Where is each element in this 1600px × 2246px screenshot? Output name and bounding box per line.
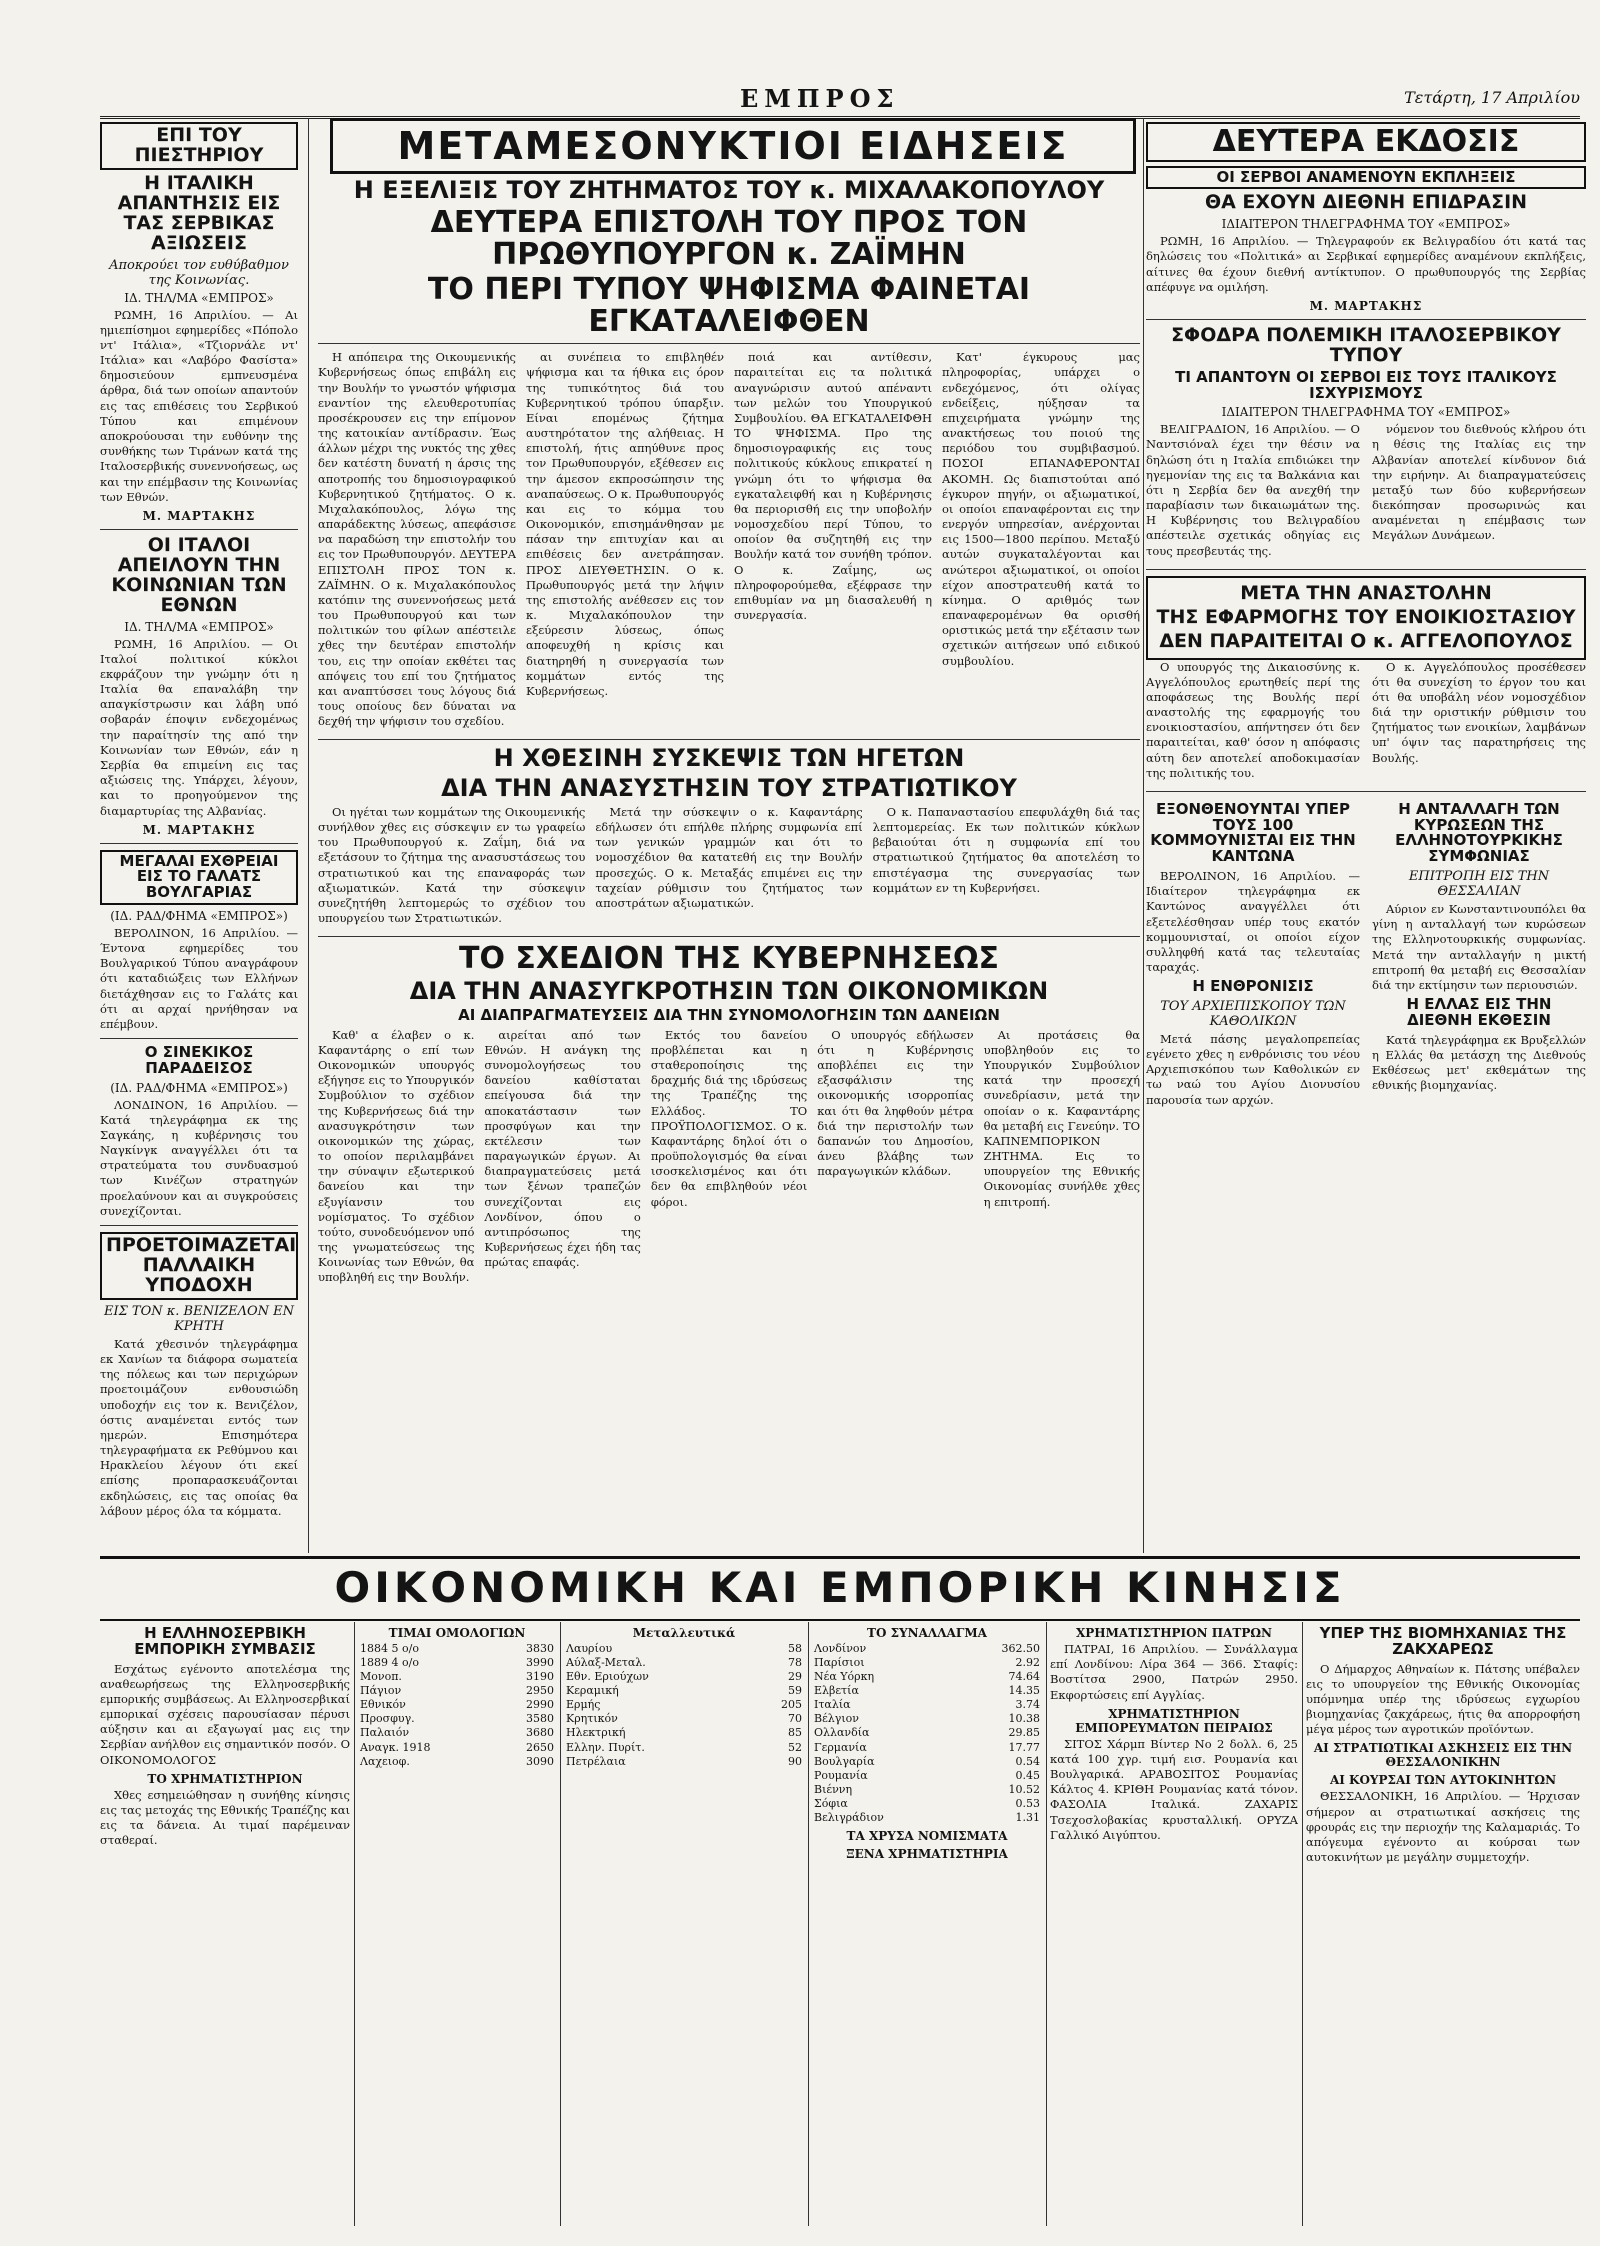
row-label: Βουλγαρία <box>814 1754 875 1768</box>
article-title: Η ΙΤΑΛΙΚΗ ΑΠΑΝΤΗΣΙΣ ΕΙΣ ΤΑΣ ΣΕΡΒΙΚΑΣ ΑΞΙΩΣΕΙΣ <box>117 171 281 254</box>
separator <box>318 739 1140 740</box>
row-value: 3.74 <box>1015 1698 1040 1712</box>
row-label: Βελιγράδιον <box>814 1810 884 1824</box>
table-title: Μεταλλευτικά <box>632 1626 736 1640</box>
article-signature: Μ. ΜΑΡΤΑΚΗΣ <box>142 822 256 837</box>
article-signature: Μ. ΜΑΡΤΑΚΗΣ <box>142 508 256 523</box>
row-value: 29 <box>788 1670 802 1684</box>
article-title: Ο ΣΙΝΕΚΙΚΟΣ ΠΑΡΑΔΕΙΣΟΣ <box>144 1043 254 1077</box>
row-label: Αναγκ. 1918 <box>360 1740 431 1754</box>
column-rule <box>560 1622 561 2226</box>
table-row <box>812 1769 1042 1783</box>
row-value: 362.50 <box>1001 1642 1040 1655</box>
article-columns <box>1146 422 1586 563</box>
row-value: 2990 <box>526 1698 554 1712</box>
article-dateline: (ΙΔ. ΡΑΔ/ΦΗΜΑ «ΕΜΠΡΟΣ») <box>110 908 288 923</box>
row-label: Ηλεκτρική <box>566 1726 626 1740</box>
article-body: ΛΟΝΔΙΝΟΝ, 16 Απριλίου. — Κατά τηλεγράφημα εκ της Σαγκάης, η κυβέρνησις του Ναγκίνγκ αναγγέλλει ότι τα στρατεύματα του συνδυασμού των Κινέζων στρατηγών προελαύνουν και αι συγκρούσεις συνεχίζονται. <box>100 1097 298 1218</box>
article-subtitle: ΑΙ ΣΤΡΑΤΙΩΤΙΚΑΙ ΑΣΚΗΣΕΙΣ ΕΙΣ ΤΗΝ ΘΕΣΣΑΛΟΝΙΚΗΝ <box>1313 1741 1573 1770</box>
row-value: 0.53 <box>1015 1796 1040 1810</box>
row-value: 3680 <box>526 1726 554 1740</box>
table-row <box>812 1712 1042 1726</box>
row-label: Πετρέλαια <box>566 1754 626 1768</box>
banner-headline: ΜΕΤΑΜΕΣΟΝΥΚΤΙΟΙ ΕΙΔΗΣΕΙΣ <box>330 118 1136 174</box>
rent-article-box <box>1146 576 1586 660</box>
row-value: 0.45 <box>1015 1768 1040 1782</box>
row-label: Κρητικόν <box>566 1712 618 1726</box>
left-column <box>100 118 298 1553</box>
main-subheadline: ΔΕΥΤΕΡΑ ΕΠΙΣΤΟΛΗ ΤΟΥ ΠΡΟΣ ΤΟΝ ΠΡΩΘΥΠΟΥΡΓΟΝ κ. ΖΑΪΜΗΝ <box>430 205 1028 272</box>
article-body: ΒΕΡΟΛΙΝΟΝ, 16 Απριλίου. — Ιδιαίτερον τηλεγράφημα εκ Καντώνος αναγγέλλει ότι εξετελέσθησαν υπέρ τους εκατόν κομμουνισταί, οι οποίοι είχον συλληφθή κατά τας τελευταίας ταραχάς. <box>1146 868 1360 975</box>
row-label: Παρίσιοι <box>814 1656 865 1670</box>
row-value: 90 <box>788 1754 802 1768</box>
article-subtitle: ΤΟ ΧΡΗΜΑΤΙΣΤΗΡΙΟΝ <box>147 1771 303 1786</box>
row-label: Ελβετία <box>814 1684 859 1698</box>
row-label: Βέλγιον <box>814 1712 859 1726</box>
article-columns <box>1146 798 1586 1112</box>
row-label: Κεραμική <box>566 1684 619 1698</box>
row-value: 2650 <box>526 1740 554 1754</box>
article-title: Η ΕΛΛΑΣ ΕΙΣ ΤΗΝ ΔΙΕΘΝΗ ΕΚΘΕΣΙΝ <box>1406 995 1552 1029</box>
article-column: Εκτός του δανείου προβλέπεται και η σταθεροποίησις της δραχμής διά της ιδρύσεως της Τραπέζης της Ελλάδος. ΤΟ ΠΡΟΫΠΟΛΟΓΙΣΜΟΣ. Ο κ. Καφαντάρης δηλοί ότι ο προϋπολογισμός θα είναι ισοσκελισμένος και ότι δεν θα επιβληθούν νέοι φόροι. <box>650 1027 808 1209</box>
row-value: 52 <box>788 1740 802 1754</box>
table-row <box>358 1670 556 1684</box>
article-body: Αύριον εν Κωνσταντινουπόλει θα γίνη η ανταλλαγή των κυρώσεων της Ελληνοτουρκικής συμφωνίας. Μετά την ανταλλαγήν η μικτή επιτροπή θα μεταβή εις Θεσσαλίαν διά την εκτίμησιν των περιουσιών. <box>1372 901 1586 992</box>
table-row <box>358 1755 556 1769</box>
article-title: ΕΞΟΝΘΕΝΟΥΝΤΑΙ ΥΠΕΡ ΤΟΥΣ 100 ΚΟΜΜΟΥΝΙΣΤΑΙ ΕΙΣ ΤΗΝ ΚΑΝΤΩΝΑ <box>1150 799 1356 866</box>
row-label: Παλαιόν <box>360 1726 410 1740</box>
article-title: ΔΕΝ ΠΑΡΑΙΤΕΙΤΑΙ Ο κ. ΑΓΓΕΛΟΠΟΥΛΟΣ <box>1159 629 1573 652</box>
article-title: Η ΑΝΤΑΛΛΑΓΗ ΤΩΝ ΚΥΡΩΣΕΩΝ ΤΗΣ ΕΛΛΗΝΟΤΟΥΡΚΙΚΗΣ ΣΥΜΦΩΝΙΑΣ <box>1395 799 1563 866</box>
article-column: Η απόπειρα της Οικουμενικής Κυβερνήσεως όπως επιβάλη εις την Βουλήν το γνωστόν ψήφισμα εναντίον της ελευθεροτυπίας προσέκρουσεν εις την επίμονον της κατοικίαν αντίδρασιν. Έως άλλων μέχρι της νυκτός της χθες δεν κατέστη δυνατή η άρσις της αποτροπής του δημοσιογραφικού Κυβερνητικού ζητήματος. Ο κ. Μιχαλακόπουλος, λόγω της απαράδεκτης λύσεως, απεφάσισε να παραδώση την επιστολήν του εις τον Πρωθυπουργόν. ΔΕΥΤΕΡΑ ΕΠΙΣΤΟΛΗ ΠΡΟΣ ΤΟΝ κ. ΖΑΪΜΗΝ. Ο κ. Μιχαλακόπουλος κατόπιν της συνεννοήσεως μετά του Πρωθυπουργού και των πολιτικών του φίλων απέστειλε χθες την δευτέραν επιστολήν του, εις την οποίαν εκθέτει τας απόψεις του επί του ζητήματος και αναπτύσσει τους λόγους διά τους οποίους δεν δύναται να δεχθή την ψήφισιν του σχεδίου. <box>318 350 516 729</box>
article-title: ΠΡΟΕΤΟΙΜΑΖΕΤΑΙ ΠΑΛΛΑΙΚΗ ΥΠΟΔΟΧΗ <box>100 1232 298 1300</box>
masthead-date: Τετάρτη, 17 Απριλίου <box>1404 88 1580 107</box>
row-value: 3090 <box>526 1754 554 1768</box>
separator <box>100 1038 298 1039</box>
masthead <box>100 84 1580 119</box>
article-dateline: ΙΔ. ΤΗΛ/ΜΑ «ΕΜΠΡΟΣ» <box>124 619 274 634</box>
separator <box>1146 791 1586 792</box>
row-value: 14.35 <box>1008 1684 1040 1698</box>
article-title: ΟΙ ΙΤΑΛΟΙ ΑΠΕΙΛΟΥΝ ΤΗΝ ΚΟΙΝΩΝΙΑΝ ΤΩΝ ΕΘΝΩΝ <box>111 533 287 616</box>
row-label: Αύλαξ-Μεταλ. <box>566 1656 646 1670</box>
economy-columns <box>318 1028 1140 1290</box>
article-title: Η ΕΝΘΡΟΝΙΣΙΣ <box>1192 977 1314 996</box>
article-kicker: ΤΟΥ ΑΡΧΙΕΠΙΣΚΟΠΟΥ ΤΩΝ ΚΑΘΟΛΙΚΩΝ <box>1160 998 1346 1029</box>
separator <box>100 1225 298 1226</box>
table-row <box>812 1797 1042 1811</box>
table-row <box>812 1670 1042 1684</box>
table-title: ΤΟ ΣΥΝΑΛΛΑΓΜΑ <box>867 1626 987 1640</box>
article-column: αιρείται από των Εθνών. Η ανάγκη της συνομολογήσεως του δανείου καθίσταται επείγουσα διά την αποκατάστασιν των προσφύγων και την εκτέλεσιν των παραγωγικών έργων. Αι διαπραγματεύσεις μετά των ξένων τραπεζών συνεχίζονται εις Λονδίνον, όπου ο αντιπρόσωπος της Κυβερνήσεως έχει ήδη τας πρώτας επαφάς. <box>484 1027 641 1270</box>
row-value: 3830 <box>526 1642 554 1655</box>
row-label: Ολλανδία <box>814 1726 870 1740</box>
article-title: ΤΗΣ ΕΦΑΡΜΟΓΗΣ ΤΟΥ ΕΝΟΙΚΙΟΣΤΑΣΙΟΥ <box>1156 605 1576 628</box>
economy-kicker: ΑΙ ΔΙΑΠΡΑΓΜΑΤΕΥΣΕΙΣ ΔΙΑ ΤΗΝ ΣΥΝΟΜΟΛΟΓΗΣΙΝ ΤΩΝ ΔΑΝΕΙΩΝ <box>458 1005 1000 1024</box>
article-body: ΒΕΡΟΛΙΝΟΝ, 16 Απριλίου. — Έντονα εφημερίδες του Βουλγαρικού Τύπου αναγράφουν ότι καταδιώξεις των Ελλήνων διετάχθησαν εις το Γαλάτς και ότι αι αρχαί ηρνήθησαν να επέμβουν. <box>100 925 298 1031</box>
economy-headline: ΤΟ ΣΧΕΔΙΟΝ ΤΗΣ ΚΥΒΕΡΝΗΣΕΩΣ <box>459 941 999 977</box>
table-row <box>358 1684 556 1698</box>
table-row <box>358 1698 556 1712</box>
article-body: ΡΩΜΗ, 16 Απριλίου. — Τηλεγραφούν εκ Βελιγραδίου ότι κατά τας δηλώσεις του «Πολιτικά» αι Σερβικαί εφημερίδες αναμένουν εκπλήξεις, αίτινες θα έχουν διεθνή αντίκτυπον. Ο πρωθυπουργός της Σερβίας απέφυγε να ομιλήση. <box>1146 234 1586 294</box>
meeting-headline: Η ΧΘΕΣΙΝΗ ΣΥΣΚΕΨΙΣ ΤΩΝ ΗΓΕΤΩΝ <box>493 744 965 773</box>
row-label: Μονοπ. <box>360 1670 402 1684</box>
table-row <box>564 1741 804 1755</box>
row-label: Ελλην. Πυρίτ. <box>566 1740 645 1754</box>
article-body: Μετά πάσης μεγαλοπρεπείας εγένετο χθες η ενθρόνισις του νέου Αρχιεπισκόπου των Καθολικών εν τω ναώ του Αγίου Διονυσίου παρουσία των αρχών. <box>1146 1031 1360 1107</box>
row-value: 70 <box>788 1712 802 1726</box>
bottom-column-3 <box>564 1622 804 2226</box>
column-rule <box>354 1622 355 2226</box>
article-column: Καθ' α έλαβεν ο κ. Καφαντάρης ο επί των Οικονομικών υπουργός εξήγησε εις το Υπουργικόν Συμβούλιον το σχέδιον της Κυβερνήσεως διά την ανασυγκρότησιν των οικονομικών της χώρας, το οποίον περιλαμβάνει την σύναψιν εξωτερικού δανείου και την εξυγίανσιν του νομίσματος. Το σχέδιον τούτο, συνοδευόμενον υπό της γνωματεύσεως της Κοινωνίας των Εθνών, θα υποβληθή εις την Βουλήν. <box>318 1027 475 1285</box>
table-row <box>358 1642 556 1656</box>
article-dateline: (ΙΔ. ΡΑΔ/ΦΗΜΑ «ΕΜΠΡΟΣ») <box>110 1080 288 1095</box>
table-row <box>812 1698 1042 1712</box>
second-edition-header: ΔΕΥΤΕΡΑ ΕΚΔΟΣΙΣ <box>1146 122 1586 162</box>
article-title: ΘΑ ΕΧΟΥΝ ΔΙΕΘΝΗ ΕΠΙΔΡΑΣΙΝ <box>1204 191 1528 214</box>
row-value: 2950 <box>526 1684 554 1698</box>
row-value: 1.31 <box>1015 1810 1040 1824</box>
separator <box>100 529 298 530</box>
table-row <box>564 1755 804 1769</box>
table-row <box>564 1642 804 1656</box>
row-label: Λονδίνον <box>814 1642 867 1655</box>
bottom-column-1 <box>100 1622 350 2226</box>
article-title: ΥΠΕΡ ΤΗΣ ΒΙΟΜΗΧΑΝΙΑΣ ΤΗΣ ΖΑΚΧΑΡΕΩΣ <box>1319 1624 1567 1658</box>
table-row <box>812 1741 1042 1755</box>
article-title: ΜΕΓΑΛΑΙ ΕΧΘΡΕΙΑΙ ΕΙΣ ΤΟ ΓΑΛΑΤΣ ΒΟΥΛΓΑΡΙΑΣ <box>100 850 298 905</box>
row-label: Ερμής <box>566 1698 601 1712</box>
article-body: Ο Δήμαρχος Αθηναίων κ. Πάτσης υπέβαλεν εις το υπουργείον της Εθνικής Οικονομίας υπόμνημα υπέρ της ιδρύσεως εγχωρίου βιομηχανίας ζακχάρεως, ήτις θα απορροφήση μέγα μέρος των αγροτικών προϊόντων. <box>1306 1661 1580 1737</box>
row-value: 3580 <box>526 1712 554 1726</box>
article-dateline: ΙΔΙΑΙΤΕΡΟΝ ΤΗΛΕΓΡΑΦΗΜΑ ΤΟΥ «ΕΜΠΡΟΣ» <box>1221 217 1511 232</box>
row-label: Λαχειοφ. <box>360 1754 410 1768</box>
article-column: Κατ' έγκυρους μας πληροφορίας, υπάρχει ο ενδεχόμενος, ότι ολίγας ενδείξεις, ηύξησαν τα επιχειρήματα γνώμην της ανακτήσεως του ποιού της περιόδου του συμβιβασμού. ΠΟΣΟΙ ΕΠΑΝΑΦΕΡΟΝΤΑΙ ΑΚΟΜΗ. Ως διαπιστούται από έγκυρον πηγήν, οι αξιωματικοί, οι οποίοι επαναφέρονται εις την ενεργόν υπηρεσίαν, ανέρχονται εις 1500—1800 περίπου. Μεταξύ αυτών συγκαταλέγονται και ανώτεροι αξιωματικοί, οι οποίοι είχον αποστρατευθή κατά το κίνημα. Ο αριθμός των επαναφερομένων θα ορισθή οριστικώς μετά την εξέτασιν των σχετικών αιτήσεων υπό ειδικού συμβουλίου. <box>942 350 1140 668</box>
article-body: Εσχάτως εγένοντο αποτελέσμα της αναθεωρήσεως της Ελληνοσερβικής εμπορικής συμβάσεως. Αι Ελληνοσερβικαί εμπορικαί σχέσεις παρουσίασαν πέρυσι αύξησιν και αι εξαγωγαί μας εις την Σερβίαν ανήλθον εις σημαντικόν ποσόν. Ο ΟΙΚΟΝΟΜΟΛΟΓΟΣ <box>100 1661 350 1767</box>
row-value: 0.54 <box>1015 1754 1040 1768</box>
row-value: 3190 <box>526 1670 554 1684</box>
row-value: 58 <box>788 1642 802 1655</box>
article-title: ΧΡΗΜΑΤΙΣΤΗΡΙΟΝ ΠΑΤΡΩΝ <box>1075 1626 1273 1640</box>
table-row <box>358 1726 556 1740</box>
bottom-column-2 <box>358 1622 556 2226</box>
row-label: Εθνικόν <box>360 1698 406 1712</box>
masthead-title: ΕΜΠΡΟΣ <box>740 84 900 113</box>
table-row <box>812 1783 1042 1797</box>
article-kicker: Αποκρούει τον ευθύβαθμον της Κοινωνίας. <box>109 257 289 288</box>
table-row <box>812 1656 1042 1670</box>
article-title: Η ΕΛΛΗΝΟΣΕΡΒΙΚΗ ΕΜΠΟΡΙΚΗ ΣΥΜΒΑΣΙΣ <box>134 1624 316 1658</box>
column-rule <box>1143 118 1144 1553</box>
row-label: Λαυρίου <box>566 1642 613 1655</box>
article-body: ΡΩΜΗ, 16 Απριλίου. — Αι ημιεπίσημοι εφημερίδες «Πόπολο ντ' Ιτάλια», «Τζιορνάλε ντ' Ιτάλια» και «Λαβόρο Φασίστα» δημοσιεύουν εμπνευσμένα άρθρα, διά των οποίων απαντούν εις τας επιθέσεις του Σερβικού Τύπου και επιμένουν αποκρούουσαι την ευθύνην της συνθήκης των Τιράνων κατά της Ιταλοσερβικής συνεννοήσεως, ως και την επέμβασιν της Κοινωνίας των Εθνών. <box>100 307 298 504</box>
table-subtitle: ΤΑ ΧΡΥΣΑ ΝΟΜΙΣΜΑΤΑ <box>846 1829 1008 1844</box>
table-title: ΤΙΜΑΙ ΟΜΟΛΟΓΙΩΝ <box>388 1626 526 1640</box>
column-rule <box>1302 1622 1303 2226</box>
row-value: 205 <box>781 1698 802 1712</box>
article-column: νόμενον του διεθνούς κλήρου ότι η θέσις της Ιταλίας εις την Αλβανίαν αποτελεί κίνδυνον διά την ειρήνην. Αι διαπραγματεύσεις μεταξύ των δύο κυβερνήσεων διεκόπησαν προσωρινώς και αναμένεται η επέμβασις των Μεγάλων Δυνάμεων. <box>1372 422 1586 543</box>
middle-column <box>318 118 1140 1553</box>
article-column: Ο υπουργός της Δικαιοσύνης κ. Αγγελόπουλος ερωτηθείς περί της αποφάσεως της Βουλής περί αναστολής της εφαρμογής του ενοικιοστασίου, απήντησεν ότι δεν παραιτείται, καθ' όσον η απόφασις αύτη δεν αποτελεί αποδοκιμασίαν της πολιτικής του. <box>1146 659 1360 780</box>
article-body: ΡΩΜΗ, 16 Απριλίου. — Οι Ιταλοί πολιτικοί κύκλοι εκφράζουν την γνώμην ότι η Ιταλία θα επαναλάβη την απαγκίστρωσιν και λάβη υπό σοβαράν έποψιν ενδεχομένως την παραίτησίν της από την Κοινωνίαν των Εθνών, εάν η Σερβία θα επιμείνη εις τας αξιώσεις της. Υπάρχει, λέγουν, και το προηγούμενον της διαμαρτυρίας της Αλβανίας. <box>100 636 298 818</box>
bottom-column-5 <box>1050 1622 1298 2226</box>
row-value: 59 <box>788 1684 802 1698</box>
table-subtitle: ΞΕΝΑ ΧΡΗΜΑΤΙΣΤΗΡΙΑ <box>846 1847 1008 1862</box>
article-title: ΜΕΤΑ ΤΗΝ ΑΝΑΣΤΟΛΗΝ <box>1240 581 1492 604</box>
separator <box>1146 569 1586 570</box>
row-value: 10.52 <box>1008 1782 1040 1796</box>
article-body: Κατά χθεσινόν τηλεγράφημα εκ Χανίων τα διάφορα σωματεία της πόλεως και των περιχώρων προετοιμάζουν ενθουσιώδη υποδοχήν εις τον κ. Βενιζέλον, όστις αναμένεται εντός των ημερών. Επισημότερα τηλεγραφήματα εκ Ρεθύμνου και Ηρακλείου λέγουν ότι εκεί επίσης προπαρασκευάζονται εκδηλώσεις, εις τας οποίας θα λάβουν μέρος όλα τα κόμματα. <box>100 1336 298 1518</box>
article-column: Ο κ. Παπαναστασίου επεφυλάχθη διά τας λεπτομερείας. Εκ των πολιτικών κύκλων βεβαιούται ότι η συμφωνία επί του στρατιωτικού ζητήματος θα αποτελέση το επιστέγασμα της συνεργασίας των κομμάτων εν τη Κυβερνήσει. <box>872 804 1140 895</box>
article-column: Ο υπουργός εδήλωσεν ότι η Κυβέρνησις αποβλέπει εις την εξασφάλισιν της οικονομικής ισορροπίας και ότι θα ληφθούν μέτρα διά την περιστολήν των δαπανών του Δημοσίου, άνευ βλάβης των παραγωγικών κλάδων. <box>817 1027 974 1179</box>
article-column: ποιά και αντίθεσιν, παραιτείται εις τα πολιτικά αναγνώρισιν αυτού απέναντι των μελών του Υπουργικού Συμβουλίου. ΘΑ ΕΓΚΑΤΑΛΕΙΦΘΗ ΤΟ ΨΗΦΙΣΜΑ. Προ της δημοσιογραφικής εις τους πολιτικούς κύκλους επικρατεί η γνώμη ότι το ψήφισμα θα εγκαταλειφθή και η Κυβέρνησις θα περιορισθή εις την υποβολήν νομοσχεδίου περί Τύπου, το οποίον θα συζητηθή εις την Βουλήν κατά τον συνήθη τρόπον. Ο κ. Ζαΐμης, ως πληροφορούμεθα, εξέφρασε την επιθυμίαν να μη διασαλευθή η συνεργασία. <box>734 350 932 623</box>
article-columns <box>1146 660 1586 785</box>
row-label: Βιέννη <box>814 1782 853 1796</box>
table-row <box>358 1656 556 1670</box>
bottom-column-4 <box>812 1622 1042 2226</box>
article-dateline: ΙΔΙΑΙΤΕΡΟΝ ΤΗΛΕΓΡΑΦΗΜΑ ΤΟΥ «ΕΜΠΡΟΣ» <box>1221 405 1511 420</box>
main-article-columns <box>318 350 1140 733</box>
article-subtitle: ΑΙ ΚΟΥΡΣΑΙ ΤΩΝ ΑΥΤΟΚΙΝΗΤΩΝ <box>1329 1773 1557 1788</box>
table-row <box>812 1811 1042 1825</box>
row-value: 3990 <box>526 1656 554 1670</box>
table-row <box>812 1684 1042 1698</box>
row-value: 17.77 <box>1008 1740 1040 1754</box>
table-row <box>812 1642 1042 1656</box>
table-row <box>564 1698 804 1712</box>
meeting-columns <box>318 805 1140 930</box>
article-column: ΒΕΛΙΓΡΑΔΙΟΝ, 16 Απριλίου. — Ο Ναντσιόναλ έχει την θέσιν να δηλώση ότι η Ιταλία επιδιώκει την ηγεμονίαν της εις τα Βαλκάνια και ότι η Σερβία δεν θα ανεχθή την παραβίασιν των δικαιωμάτων της. Η Κυβέρνησις του Βελιγραδίου απέστειλε σχετικάς οδηγίας εις τους πρεσβευτάς της. <box>1146 422 1360 558</box>
column-rule <box>1046 1622 1047 2226</box>
quote-table <box>358 1642 556 1769</box>
table-row <box>564 1670 804 1684</box>
table-row <box>812 1755 1042 1769</box>
table-row <box>564 1712 804 1726</box>
row-value: 85 <box>788 1726 802 1740</box>
row-label: Πάγιον <box>360 1684 402 1698</box>
article-kicker: ΟΙ ΣΕΡΒΟΙ ΑΝΑΜΕΝΟΥΝ ΕΚΠΛΗΞΕΙΣ <box>1146 166 1586 190</box>
row-label: Προσφυγ. <box>360 1712 415 1726</box>
article-body: ΣΙΤΟΣ Χάρμπ Βίντερ Νο 2 δολλ. 6, 25 κατά 100 χγρ. τιμή εισ. Ρουμανία και Βουλγαρικά. ΑΡΑΒΟΣΙΤΟΣ Ρουμανίας Κάλτος 4. ΚΡΙΘΗ Ρουμανίας κατά τόνον. ΦΑΣΟΛΙΑ Ιταλικά. ΖΑΧΑΡΙΣ Τσεχοσλοβακίας κρυσταλλική. ΟΡΥΖΑ Γαλλικό Αιγύπτου. <box>1050 1736 1298 1842</box>
separator <box>100 843 298 844</box>
table-row <box>564 1726 804 1740</box>
column-rule <box>308 118 309 1553</box>
article-kicker: ΕΠΙΤΡΟΠΗ ΕΙΣ ΤΗΝ ΘΕΣΣΑΛΙΑΝ <box>1408 868 1550 899</box>
main-subheadline-2: ΤΟ ΠΕΡΙ ΤΥΠΟΥ ΨΗΦΙΣΜΑ ΦΑΙΝΕΤΑΙ ΕΓΚΑΤΑΛΕΙΦΘΕΝ <box>427 272 1031 339</box>
main-headline: Η ΕΞΕΛΙΞΙΣ ΤΟΥ ΖΗΤΗΜΑΤΟΣ ΤΟΥ κ. ΜΙΧΑΛΑΚΟΠΟΥΛΟΥ <box>353 176 1105 204</box>
article-column: Οι ηγέται των κομμάτων της Οικουμενικής συνήλθον χθες εις σύσκεψιν εν τω γραφείω του Πρωθυπουργού κ. Ζαΐμη, διά να εξετάσουν το ζήτημα της ανασυστάσεως του στρατιωτικού και της επαναφοράς των αξιωματικών. Κατά την σύσκεψιν συνεζητήθη λεπτομερώς το σχέδιον του υπουργείου των Στρατιωτικών. <box>318 804 586 926</box>
article-column: αι συνέπεια το επιβληθέν ψήφισμα και τα ήθικα εις όρον της τυπικότητος διά του Κυβερνητικού τρόπου ύπαρξιν. Είναι επομένως ζήτημα αυστηρότατον της αλήθειας. Η επιστολή, ήτις απηύθυνε προς τον Πρωθυπουργόν, εξέθεσεν εις την άμεσον εκπροσώπησιν της αναπαύσεως. Ο κ. Πρωθυπουργός και εις το κόμμα του Οικονομικόν, επισημάνθησαν με πάσαν την επιτυχίαν και αι επιθέσεις δεν ανετράπησαν. ΠΡΟΣ ΔΙΕΥΘΕΤΗΣΙΝ. Ο κ. Πρωθυπουργός μετά την λήψιν της επιστολής ανέθεσεν εις τον κ. Μιχαλακόπουλον την εξεύρεσιν λύσεως, όπως αποφευχθή η κρίσις και διατηρηθή η συνεργασία των κομμάτων εντός της Κυβερνήσεως. <box>526 350 724 698</box>
row-value: 2.92 <box>1015 1656 1040 1670</box>
table-row <box>564 1684 804 1698</box>
left-header: ΕΠΙ ΤΟΥ ΠΙΕΣΤΗΡΙΟΥ <box>100 122 298 170</box>
row-label: Νέα Υόρκη <box>814 1670 875 1684</box>
row-value: 29.85 <box>1008 1726 1040 1740</box>
row-label: 1884 5 ο/ο <box>360 1642 419 1655</box>
article-subtitle: ΧΡΗΜΑΤΙΣΤΗΡΙΟΝ ΕΜΠΟΡΕΥΜΑΤΩΝ ΠΕΙΡΑΙΩΣ <box>1075 1706 1273 1735</box>
row-value: 78 <box>788 1656 802 1670</box>
row-label: Σόφια <box>814 1796 848 1810</box>
separator <box>318 343 1140 344</box>
column-rule <box>808 1622 809 2226</box>
row-value: 74.64 <box>1008 1670 1040 1684</box>
row-label: Εθν. Εριούχων <box>566 1670 649 1684</box>
separator <box>318 936 1140 937</box>
table-row <box>358 1741 556 1755</box>
bottom-column-6 <box>1306 1622 1580 2226</box>
economy-section-title: ΟΙΚΟΝΟΜΙΚΗ ΚΑΙ ΕΜΠΟΡΙΚΗ ΚΙΝΗΣΙΣ <box>334 1563 1346 1612</box>
article-body: ΘΕΣΣΑΛΟΝΙΚΗ, 16 Απριλίου. — Ήρχισαν σήμερον αι στρατιωτικαί ασκήσεις της φρουράς εις την περιοχήν της Καλαμαριάς. Το απόγευμα εγένοντο αι κούρσαι των αυτοκινήτων με μεγάλην συμμετοχήν. <box>1306 1789 1580 1865</box>
article-signature: Μ. ΜΑΡΤΑΚΗΣ <box>1309 298 1423 313</box>
article-body: Χθες εσημειώθησαν η συνήθης κίνησις εις τας μετοχάς της Εθνικής Τραπέζης και εις τα δάνεια. Αι τιμαί παρέμειναν σταθεραί. <box>100 1787 350 1848</box>
article-column: Αι προτάσεις θα υποβληθούν εις το Υπουργικόν Συμβούλιον κατά την προσεχή συνεδρίασιν, μετά την οποίαν ο κ. Καφαντάρης θα μεταβή εις Γενεύην. ΤΟ ΚΑΠΝΕΜΠΟΡΙΚΟΝ ΖΗΤΗΜΑ. Εις το υπουργείον της Εθνικής Οικονομίας συνήλθε χθες η επιτροπή. <box>983 1027 1140 1209</box>
article-kicker: ΤΙ ΑΠΑΝΤΟΥΝ ΟΙ ΣΕΡΒΟΙ ΕΙΣ ΤΟΥΣ ΙΤΑΛΙΚΟΥΣ ΙΣΧΥΡΙΣΜΟΥΣ <box>1175 367 1557 402</box>
table-row <box>812 1726 1042 1740</box>
row-label: Γερμανία <box>814 1740 867 1754</box>
article-column: Μετά την σύσκεψιν ο κ. Καφαντάρης εδήλωσεν ότι επήλθε πλήρης συμφωνία επί των γενικών γραμμών και ότι το νομοσχέδιον θα κατατεθή εις την Βουλήν προσεχώς. Ο κ. Μεταξάς επιμένει εις την ταχείαν ρύθμισιν του ζητήματος των αποστράτων αξιωματικών. <box>595 804 863 910</box>
row-value: 10.38 <box>1008 1712 1040 1726</box>
table-row <box>564 1656 804 1670</box>
right-column <box>1146 118 1586 1553</box>
economy-subheadline: ΔΙΑ ΤΗΝ ΑΝΑΣΥΓΚΡΟΤΗΣΙΝ ΤΩΝ ΟΙΚΟΝΟΜΙΚΩΝ <box>409 976 1049 1005</box>
article-column: Ο κ. Αγγελόπουλος προσέθεσεν ότι θα συνεχίση το έργον του και ότι θα υποβάλη νέον νομοσχέδιον διά την οριστικήν ρύθμισιν του ζητήματος των ενοικίων, λαμβάνων υπ' όψιν τας παρατηρήσεις της Βουλής. <box>1372 659 1586 765</box>
article-body: ΠΑΤΡΑΙ, 16 Απριλίου. — Συνάλλαγμα επί Λονδίνου: Λίρα 364 — 366. Σταφίς: Βοστίτσα 2900, Πατρών 2950. Εκφορτώσεις επί Αγγλίας. <box>1050 1642 1298 1702</box>
row-label: Ιταλία <box>814 1698 851 1712</box>
table-row <box>358 1712 556 1726</box>
article-title: ΣΦΟΔΡΑ ΠΟΛΕΜΙΚΗ ΙΤΑΛΟΣΕΡΒΙΚΟΥ ΤΥΠΟΥ <box>1171 323 1561 366</box>
article-kicker: ΕΙΣ ΤΟΝ κ. ΒΕΝΙΖΕΛΟΝ ΕΝ ΚΡΗΤΗ <box>103 1303 295 1334</box>
row-label: Ρουμανία <box>814 1768 868 1782</box>
exchange-table <box>812 1642 1042 1825</box>
article-body: Κατά τηλεγράφημα εκ Βρυξελλών η Ελλάς θα μετάσχη της Διεθνούς Εκθέσεως μετ' εκθεμάτων της εθνικής βιομηχανίας. <box>1372 1032 1586 1093</box>
row-label: 1889 4 ο/ο <box>360 1656 419 1670</box>
separator <box>1146 319 1586 320</box>
economy-section-header <box>100 1556 1580 1621</box>
meeting-subheadline: ΔΙΑ ΤΗΝ ΑΝΑΣΥΣΤΗΣΙΝ ΤΟΥ ΣΤΡΑΤΙΩΤΙΚΟΥ <box>441 773 1017 802</box>
quote-table <box>564 1642 804 1769</box>
article-dateline: ΙΔ. ΤΗΛ/ΜΑ «ΕΜΠΡΟΣ» <box>124 290 274 305</box>
